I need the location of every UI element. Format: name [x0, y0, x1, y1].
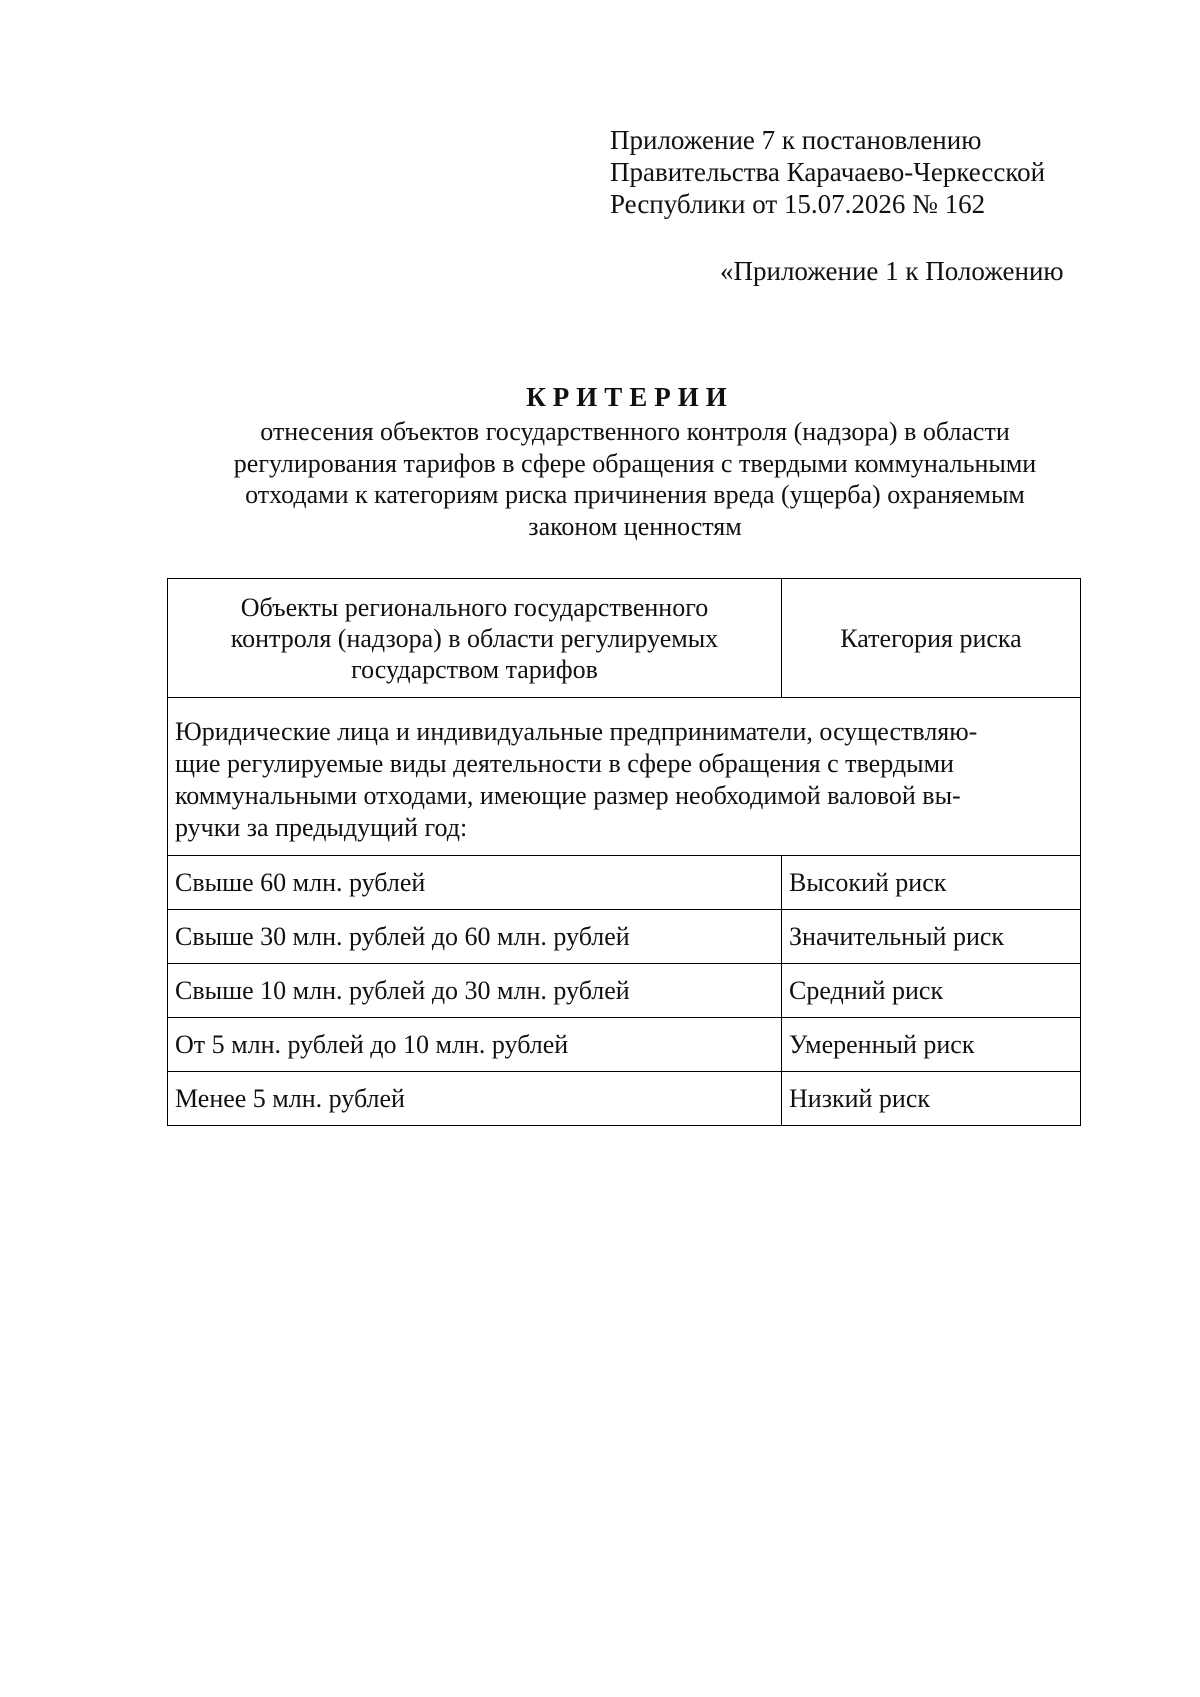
revenue-range-cell: Менее 5 млн. рублей	[168, 1072, 782, 1126]
document-subtitle	[165, 416, 1105, 542]
risk-criteria-table	[167, 578, 1081, 1126]
intro-cell	[168, 698, 1081, 856]
risk-category-cell: Низкий риск	[782, 1072, 1081, 1126]
appendix-reference	[610, 124, 1130, 220]
intro-line: ручки за предыдущий год:	[175, 812, 468, 842]
header-objects-line: Объекты регионального государственного	[240, 592, 709, 622]
table-row	[168, 964, 1081, 1018]
table-row	[168, 910, 1081, 964]
header-objects	[168, 579, 782, 698]
table-row	[168, 856, 1081, 910]
subtitle-line: регулирования тарифов в сфере обращения с твердыми коммунальными	[233, 448, 1037, 478]
revenue-range-cell: Свыше 10 млн. рублей до 30 млн. рублей	[168, 964, 782, 1018]
appendix-line: Приложение 7 к постановлению	[610, 125, 982, 155]
table-intro-row	[168, 698, 1081, 856]
revenue-range-cell: Свыше 60 млн. рублей	[168, 856, 782, 910]
subtitle-line: отнесения объектов государственного контроля (надзора) в области	[260, 417, 1010, 446]
table-row	[168, 1072, 1081, 1126]
table-row	[168, 1018, 1081, 1072]
appendix-line: Республики от 15.07.2026 № 162	[610, 189, 986, 219]
risk-category-cell: Средний риск	[782, 964, 1081, 1018]
intro-line: Юридические лица и индивидуальные предприниматели, осуществляю-	[175, 716, 978, 746]
risk-category-cell: Высокий риск	[782, 856, 1081, 910]
header-category: Категория риска	[782, 579, 1081, 698]
subtitle-line: отходами к категориям риска причинения вреда (ущерба) охраняемым	[245, 480, 1025, 509]
document-title: КРИТЕРИИ	[526, 382, 734, 412]
risk-category-cell: Значительный риск	[782, 910, 1081, 964]
intro-line: коммунальными отходами, имеющие размер необходимой валовой вы-	[175, 780, 961, 810]
header-objects-line: контроля (надзора) в области регулируемых	[230, 623, 719, 653]
header-objects-line: государством тарифов	[351, 654, 598, 684]
appendix-line: Правительства Карачаево-Черкесской	[610, 157, 1046, 187]
intro-line: щие регулируемые виды деятельности в сфере обращения с твердыми	[175, 748, 954, 778]
subtitle-line: законом ценностям	[528, 511, 742, 541]
risk-category-cell: Умеренный риск	[782, 1018, 1081, 1072]
revenue-range-cell: От 5 млн. рублей до 10 млн. рублей	[168, 1018, 782, 1072]
table-header-row	[168, 579, 1081, 698]
revenue-range-cell: Свыше 30 млн. рублей до 60 млн. рублей	[168, 910, 782, 964]
sub-appendix-reference: «Приложение 1 к Положению	[720, 256, 1064, 286]
